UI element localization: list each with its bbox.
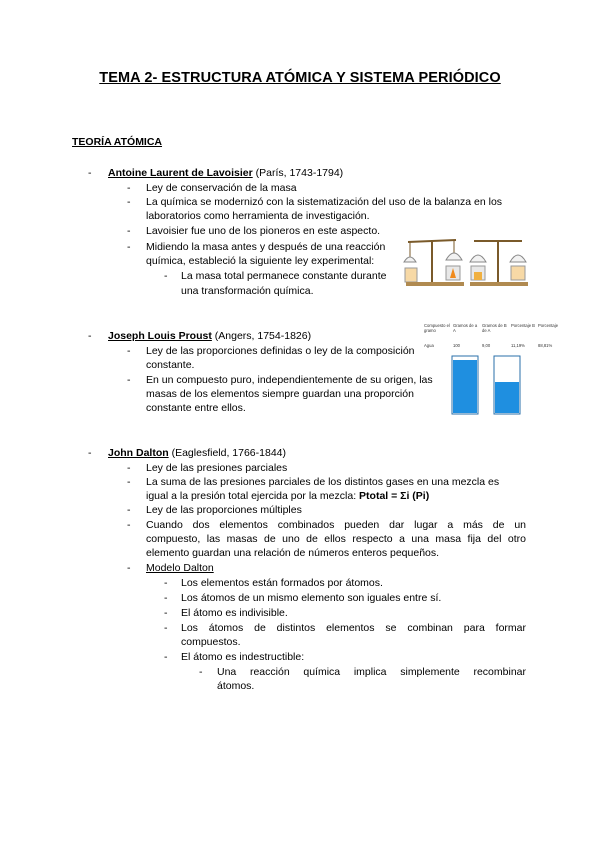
bullet-dash: -	[88, 167, 92, 179]
list-item: compuesto, las masas de uno de ellos respecto a una masa fija del otro	[146, 533, 526, 545]
table-cell: 9,00	[482, 343, 491, 348]
beaker-right	[494, 356, 520, 414]
table-header-cell: Gramos de a A	[453, 323, 478, 333]
list-item: La suma de las presiones parciales de los distintos gases en una mezcla es	[146, 476, 500, 488]
bullet-dash: -	[164, 607, 168, 619]
table-row	[424, 343, 560, 348]
balance-right	[470, 240, 528, 286]
dalton-meta: (Eaglesfield, 1766-1844)	[168, 447, 286, 459]
bullet-dash: -	[88, 447, 92, 459]
proust-heading	[108, 329, 311, 343]
list-item: La masa total permanece constante durante	[181, 270, 387, 282]
list-item: Ley de las proporciones definidas o ley de la composición	[146, 345, 415, 357]
page-title: TEMA 2- ESTRUCTURA ATÓMICA Y SISTEMA PERIÓDICO	[99, 70, 501, 86]
list-item: constante entre ellos.	[146, 402, 246, 414]
list-item: Lavoisier fue uno de los pioneros en este aspecto.	[146, 225, 381, 237]
list-item: Los elementos están formados por átomos.	[181, 577, 383, 589]
list-item: laboratorios como herramienta de investigación.	[146, 210, 370, 222]
bullet-dash: -	[127, 196, 131, 208]
list-item: La química se modernizó con la sistematización del uso de la balanza en los	[146, 196, 503, 208]
list-item: Ley de las presiones parciales	[146, 462, 288, 474]
list-item: constante.	[146, 359, 195, 371]
bullet-dash: -	[164, 592, 168, 604]
list-item: compuestos.	[181, 636, 241, 648]
list-item: química, estableció la siguiente ley experimental:	[146, 255, 375, 267]
section-heading: TEORÍA ATÓMICA	[72, 136, 163, 148]
beakers-illustration	[446, 352, 556, 416]
bullet-dash: -	[88, 330, 92, 342]
list-item: Midiendo la masa antes y después de una reacción	[146, 241, 386, 253]
proust-meta: (Angers, 1754-1826)	[211, 330, 312, 342]
bullet-dash: -	[164, 577, 168, 589]
list-item: Cuando dos elementos combinados pueden dar lugar a más de un	[146, 519, 526, 531]
lavoisier-name: Antoine Laurent de Lavoisier	[108, 167, 253, 179]
table-header-cell: Porcentaje B	[511, 323, 535, 328]
dalton-heading	[108, 446, 286, 460]
table-cell: 100	[453, 343, 460, 348]
table-header-cell: Gramos de B de A	[482, 323, 507, 333]
bullet-dash: -	[199, 666, 203, 678]
list-item: Los átomos de distintos elementos se combinan para formar	[181, 622, 526, 634]
bullet-dash: -	[127, 182, 131, 194]
balance-illustration	[402, 234, 530, 290]
formula-intro: igual a la presión total ejercida por la mezcla:	[146, 490, 360, 502]
bullet-dash: -	[127, 241, 131, 253]
bullet-dash: -	[127, 225, 131, 237]
bullet-dash: -	[127, 504, 131, 516]
list-item: elemento guardan una relación de números enteros pequeños.	[146, 547, 440, 559]
bullet-dash: -	[127, 519, 131, 531]
balance-left	[404, 240, 464, 286]
list-item: Los átomos de un mismo elemento son iguales entre sí.	[181, 592, 442, 604]
list-item-formula	[146, 489, 429, 503]
list-item: átomos.	[217, 680, 255, 692]
bullet-dash: -	[164, 651, 168, 663]
list-item: El átomo es indestructible:	[181, 651, 305, 663]
beaker-left	[452, 356, 478, 414]
dalton-name: John Dalton	[108, 447, 169, 459]
lavoisier-heading	[108, 166, 343, 180]
table-header-cell: Porcentaje	[538, 323, 559, 328]
bullet-dash: -	[127, 476, 131, 488]
table-cell: 88,81%	[538, 343, 553, 348]
bullet-dash: -	[164, 270, 168, 282]
list-item: masas de los elementos siempre guardan una proporción	[146, 388, 414, 400]
bullet-dash: -	[127, 462, 131, 474]
lavoisier-meta: (París, 1743-1794)	[252, 167, 344, 179]
bullet-dash: -	[127, 562, 131, 574]
bullet-dash: -	[127, 345, 131, 357]
proust-table	[424, 323, 560, 348]
table-cell: Agua	[424, 343, 434, 348]
formula: Ptotal = Σi (Pi)	[359, 490, 430, 502]
list-item: Una reacción química implica simplemente recombinar	[217, 666, 526, 678]
model-dalton-heading: Modelo Dalton	[146, 562, 214, 574]
list-item: Ley de las proporciones múltiples	[146, 504, 302, 516]
list-item: Ley de conservación de la masa	[146, 182, 297, 194]
bullet-dash: -	[164, 622, 168, 634]
list-item: una transformación química.	[181, 285, 314, 297]
list-item: El átomo es indivisible.	[181, 607, 288, 619]
table-cell: 11,19%	[511, 343, 525, 348]
proust-name: Joseph Louis Proust	[108, 330, 212, 342]
bullet-dash: -	[127, 374, 131, 386]
list-item: En un compuesto puro, independientemente de su origen, las	[146, 374, 433, 386]
table-header-cell: Compuesto el gramo	[424, 323, 450, 333]
table-header-row	[424, 323, 560, 333]
